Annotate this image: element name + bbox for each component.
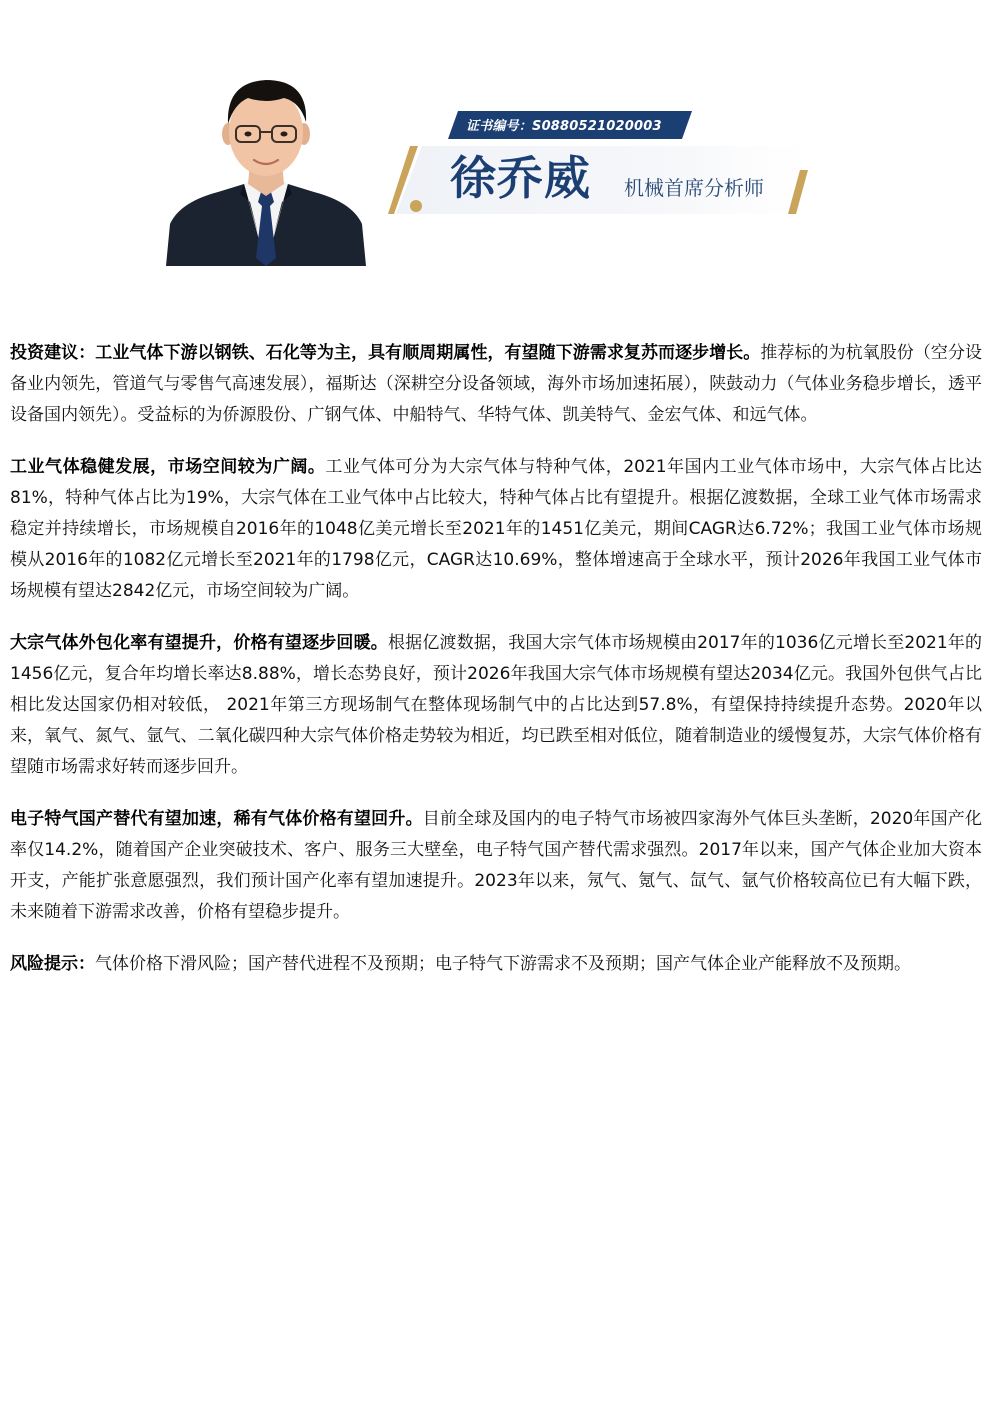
paragraph-electronic-gas	[10, 804, 982, 928]
paragraph-risk-warning	[10, 949, 982, 980]
report-summary	[10, 338, 982, 1001]
analyst-name-band	[388, 140, 812, 218]
paragraph-heading: 风险提示：	[10, 954, 95, 974]
paragraph-text: 推荐标的为杭氧股份（空分设备业内领先，管道气与零售气高速发展），福斯达（深耕空分设备领域，海外市场加速拓展），陕鼓动力（气体业务稳步增长，透平设备国内领先）。受益标的为侨源股份、广钢气体、中船特气、华特气体、凯美特气、金宏气体、和远气体。	[10, 343, 983, 425]
paragraph-text: 根据亿渡数据，我国大宗气体市场规模由2017年的1036亿元增长至2021年的1456亿元，复合年均增长率达8.88%，增长态势良好，预计2026年我国大宗气体市场规模有望达2034亿元。我国外包供气占比相比发达国家仍相对较低， 2021年第三方现场制气在整体现场制气中的占比达到57.8%，有望保持持续提升态势。2020年以来，氧气、氮气、氩气、二氧化碳四种大宗气体价格走势较为相近，均已跌至相对低位，随着制造业的缓慢复苏，大宗气体价格有望随市场需求好转而逐步回升。	[10, 633, 983, 777]
paragraph-heading: 投资建议：工业气体下游以钢铁、石化等为主，具有顺周期属性，有望随下游需求复苏而逐步增长。	[10, 343, 761, 363]
paragraph-heading: 工业气体稳健发展，市场空间较为广阔。	[10, 457, 326, 477]
analyst-name: 徐乔威	[450, 151, 591, 205]
paragraph-industry-growth	[10, 452, 982, 607]
paragraph-heading: 大宗气体外包化率有望提升，价格有望逐步回暖。	[10, 633, 388, 653]
certificate-tag	[448, 111, 692, 139]
analyst-title: 机械首席分析师	[624, 176, 764, 200]
paragraph-text: 工业气体可分为大宗气体与特种气体，2021年国内工业气体市场中，大宗气体占比达81%，特种气体占比为19%，大宗气体在工业气体中占比较大，特种气体占比有望提升。根据亿渡数据，全球工业气体市场需求稳定并持续增长，市场规模自2016年的1048亿美元增长至2021年的1451亿美元，期间CAGR达6.72%；我国工业气体市场规模从2016年的1082亿元增长至2021年的1798亿元，CAGR达10.69%，整体增速高于全球水平，预计2026年我国工业气体市场规模有望达2842亿元，市场空间较为广阔。	[10, 457, 982, 601]
paragraph-investment-advice	[10, 338, 982, 431]
analyst-header	[0, 0, 992, 290]
paragraph-heading: 电子特气国产替代有望加速，稀有气体价格有望回升。	[10, 809, 423, 829]
paragraph-text: 目前全球及国内的电子特气市场被四家海外气体巨头垄断，2020年国产化率仅14.2%，随着国产企业突破技术、客户、服务三大壁垒，电子特气国产替代需求强烈。2017年以来，国产气体企业加大资本开支，产能扩张意愿强烈，我们预计国产化率有望加速提升。2023年以来，氖气、氪气、氙气、氩气价格较高位已有大幅下跌，未来随着下游需求改善，价格有望稳步提升。	[10, 809, 983, 922]
analyst-photo	[166, 74, 366, 266]
paragraph-text: 气体价格下滑风险；国产替代进程不及预期；电子特气下游需求不及预期；国产气体企业产能释放不及预期。	[95, 954, 911, 974]
paragraph-bulk-gas	[10, 628, 982, 783]
certificate-number: 证书编号：S0880521020003	[466, 119, 662, 134]
